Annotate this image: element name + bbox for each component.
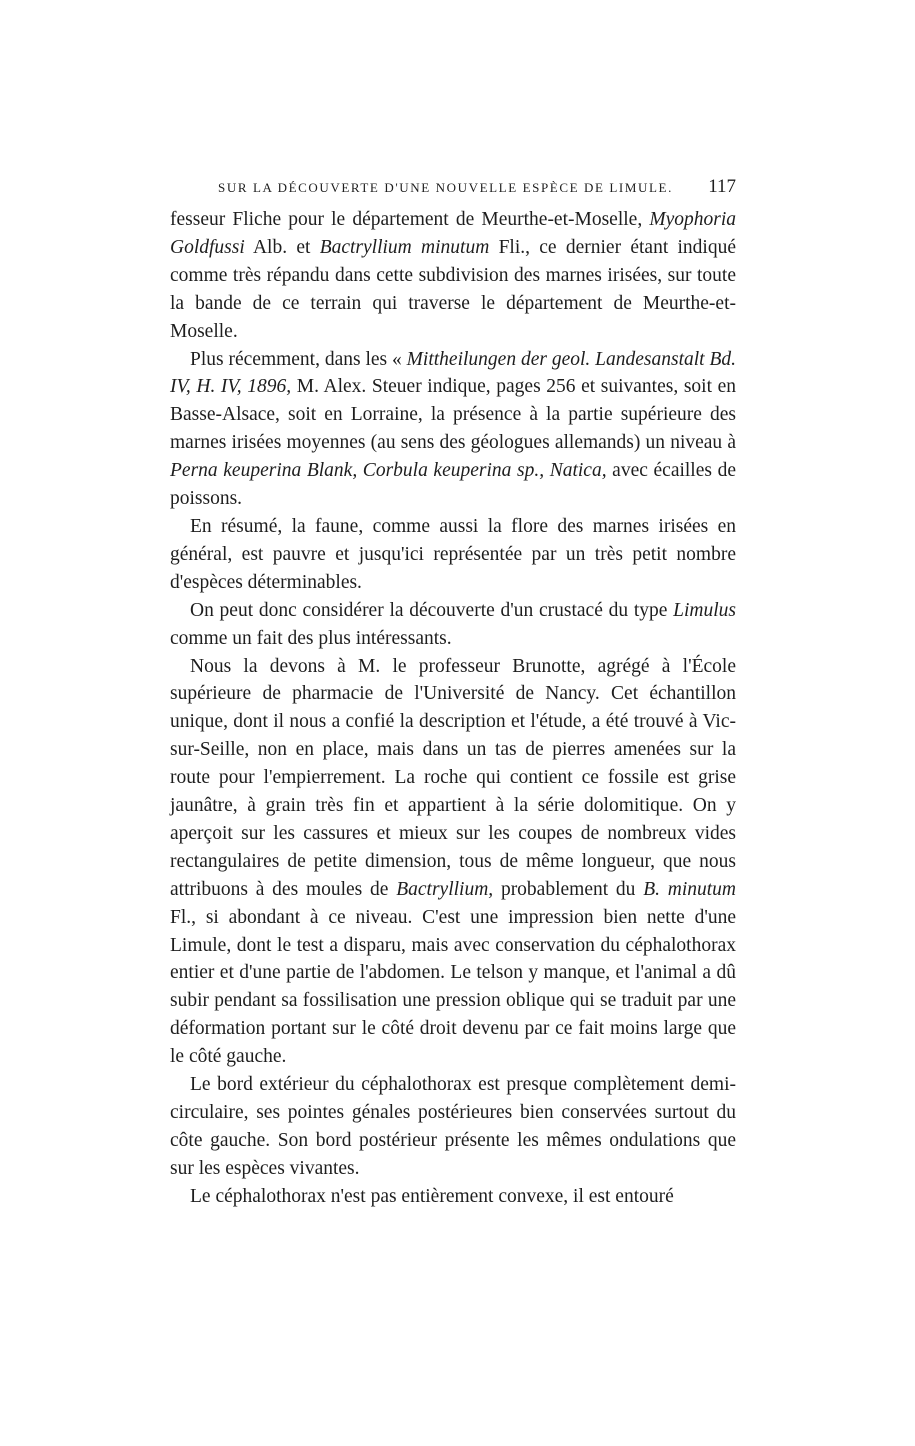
text-run-italic: Mittheilungen der geol. Landesanstalt Bd. IV, H. IV, 1896,: [170, 348, 737, 398]
text-run: Le bord extérieur du céphalothorax est presque complètement demi-circulaire, ses pointes génales postérieures bien conservées surtout du côte gauche. Son bord postérieur présente les mêmes ondulations que sur les espèces vivantes.: [170, 1074, 736, 1179]
paragraph: [170, 513, 736, 597]
text-run: M. Alex. Steuer indique, pages 256 et suivantes, soit en Basse-Alsace, soit en Lorraine, la présence à la partie supérieure des marnes irisées moyennes (au sens des géologues allemands) un niveau à: [170, 376, 736, 454]
paragraph: [170, 1071, 736, 1183]
paragraph-continued: [170, 206, 736, 346]
text-run: On peut donc considérer la découverte d'un crustacé du type: [190, 599, 674, 621]
body-text: [170, 206, 736, 1211]
running-head: [170, 172, 736, 202]
text-run: avec écailles de poissons.: [170, 460, 736, 510]
text-run: En résumé, la faune, comme aussi la flore des marnes irisées en général, est pauvre et jusqu'ici représentée par un très petit nombre d'espèces déterminables.: [170, 515, 736, 593]
running-title: SUR LA DÉCOUVERTE D'UNE NOUVELLE ESPÈCE DE LIMULE.: [218, 180, 673, 195]
paragraph: [170, 346, 736, 513]
page: [170, 172, 736, 1211]
paragraph: [170, 1183, 736, 1211]
text-run-italic: Myophoria Goldfussi: [170, 209, 736, 258]
text-run: Fl., si abondant à ce niveau. C'est une impression bien nette d'une Limule, dont le test a disparu, mais avec conservation du céphalothorax entier et d'une partie de l'abdomen. Le telson y manque, et l'animal a dû subir pendant sa fossilisation une pression oblique qui se traduit par une déformation portant sur le côté droit devenu par ce fait moins large que le côté gauche.: [170, 906, 736, 1068]
page-number: 117: [708, 176, 736, 197]
text-run: Fli., ce dernier étant indiqué comme très répandu dans cette subdivision des marnes irisées, sur toute la bande de ce terrain qui traverse le département de Meurthe-et-Moselle.: [170, 236, 736, 342]
text-run: fesseur Fliche pour le département de Meurthe-et-Moselle,: [170, 209, 650, 230]
text-run: comme un fait des plus intéressants.: [170, 627, 452, 649]
text-run-italic: Bactryllium minutum: [319, 236, 490, 258]
text-run-italic: Limulus: [673, 599, 736, 621]
text-run: Nous la devons à M. le professeur Brunotte, agrégé à l'École supérieure de pharmacie de l'Université de Nancy. Cet échantillon unique, dont il nous a confié la description et l'étude, a été trouvé à Vic-sur-Seille, non en place, mais dans un tas de pierres amenées sur la route pour l'empierrement. La roche qui contient ce fossile est grise jaunâtre, à grain très fin et appartient à la série dolomitique. On y aperçoit sur les cassures et mieux sur les coupes de nombreux vides rectangulaires de petite dimension, tous de même longueur, que nous attribuons à des moules de: [170, 655, 736, 900]
text-run: Plus récemment, dans les «: [190, 348, 407, 370]
text-run-italic: B. minutum: [643, 878, 736, 900]
paragraph: [170, 597, 736, 653]
paragraph: [170, 653, 736, 1072]
text-run: probablement du: [493, 878, 644, 900]
text-run: Le céphalothorax n'est pas entièrement convexe, il est entouré: [190, 1185, 674, 1207]
text-run-italic: Bactryllium,: [396, 878, 494, 900]
text-run-italic: Perna keuperina Blank, Corbula keuperina sp., Natica,: [170, 460, 607, 482]
text-run: Alb. et: [244, 236, 320, 258]
